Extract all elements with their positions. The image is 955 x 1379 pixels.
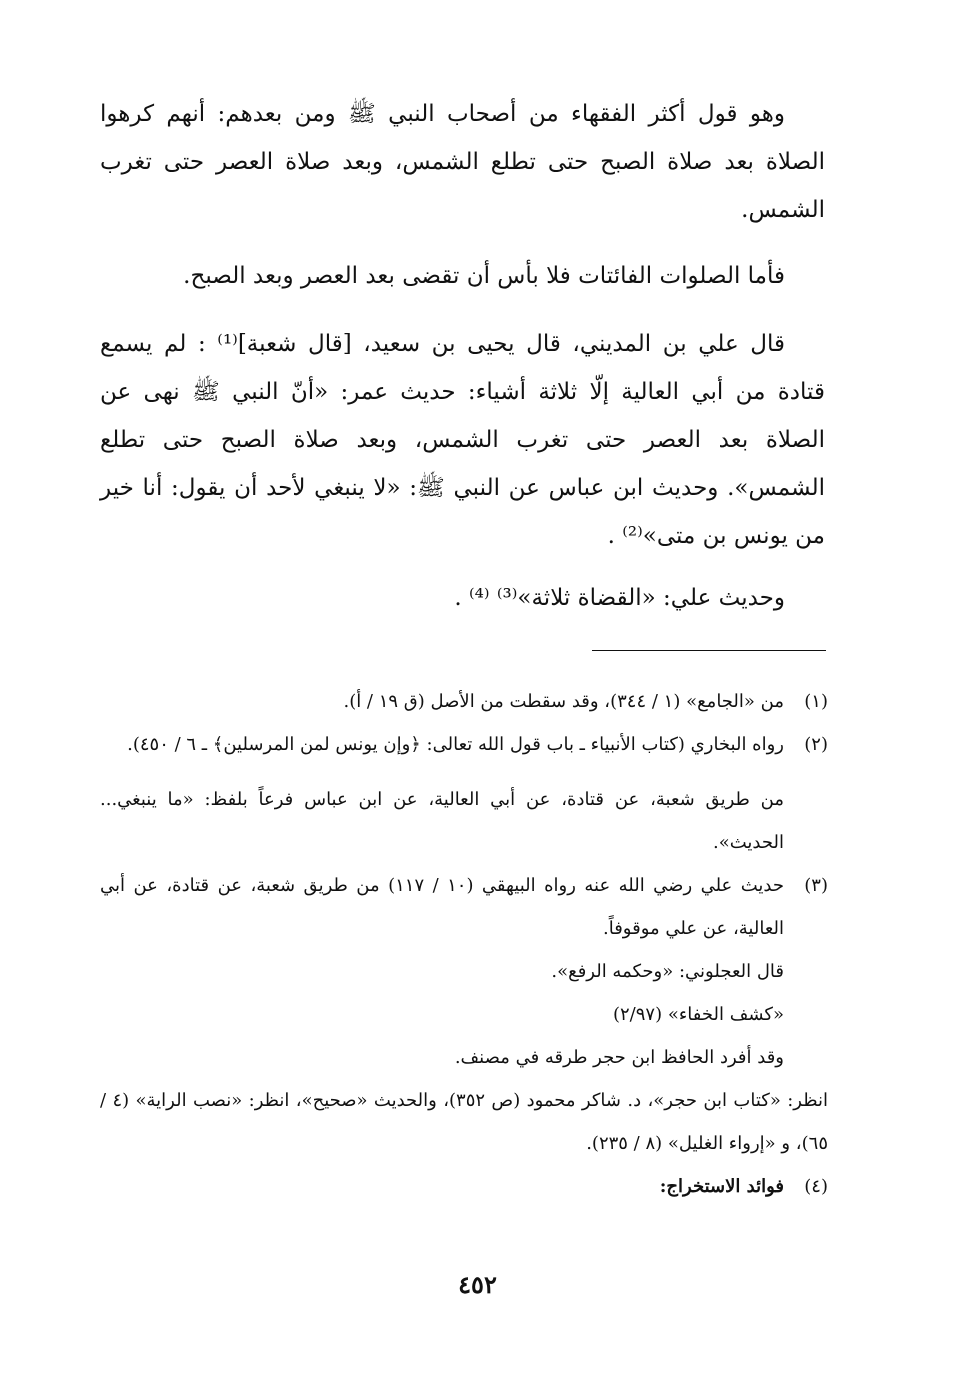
footnote-3 [100, 864, 828, 950]
footnote-text: من «الجامع» (١ / ٣٤٤)، وقد سقطت من الأصل (ق ١٩ / أ). [343, 691, 784, 712]
footnote-separator [592, 650, 826, 651]
page-number: ٤٥٢ [458, 1270, 497, 1299]
paragraph-3: قال علي بن المديني، قال يحيى بن سعيد، [قال شعبة]⁽¹⁾ : لم يسمع قتادة من أبي العالية إلّا ثلاثة أشياء: حديث عمر: «أنّ النبي ﷺ نهى عن الصلاة بعد العصر حتى تغرب الشمس، وبعد صلاة الصبح حتى تطلع الشمس». وحديث ابن عباس عن النبي ﷺ: «لا ينبغي لأحد أن يقول: أنا خير من يونس بن متى»⁽²⁾ . [100, 331, 825, 549]
paragraph-2: فأما الصلوات الفائتات فلا بأس أن تقضى بعد العصر وبعد الصبح. [183, 263, 785, 289]
footnote-text: حديث علي رضي الله عنه رواه البيهقي (١٠ / ١١٧) من طريق شعبة، عن قتادة، عن أبي العالية، عن علي موقوفاً. [100, 875, 785, 939]
footnote-2-continuation: من طريق شعبة، عن قتادة، عن أبي العالية، عن ابن عباس فرعاً بلفظ: «ما ينبغي... الحديث». [100, 789, 784, 853]
footnote-text: رواه البخاري (كتاب الأنبياء ـ باب قول الله تعالى: ﴿وإن يونس لمن المرسلين﴾ ـ ٦ / ٤٥٠). [127, 734, 784, 755]
footnote-number: (٣) [804, 875, 828, 896]
footnotes [100, 680, 828, 1208]
footnote-3-line: قال العجلوني: «وحكمه الرفع». [551, 961, 784, 982]
footnote-4 [100, 1165, 828, 1208]
paragraph-4: وحديث علي: «القضاة ثلاثة»⁽³⁾ ⁽⁴⁾ . [454, 585, 785, 611]
footnote-2 [100, 723, 828, 766]
footnote-3-line: «كشف الخفاء» (٢/٩٧) [612, 1004, 784, 1025]
main-text [100, 90, 825, 622]
footnote-text: فوائد الاستخراج: [659, 1176, 784, 1197]
footnote-number: (٢) [804, 734, 828, 755]
paragraph-1: وهو قول أكثر الفقهاء من أصحاب النبي ﷺ ومن بعدهم: أنهم كرهوا الصلاة بعد صلاة الصبح حتى تطلع الشمس، وبعد صلاة العصر حتى تغرب الشمس. [100, 101, 825, 223]
footnote-1 [100, 680, 828, 723]
footnote-3-line: انظر: «كتاب ابن حجر»، د. شاكر محمود (ص ٣٥٢)، والحديث «صحيح»، انظر: «نصب الراية» (٤ / ٦٥)، و «إرواء الغليل» (٨ / ٢٣٥). [100, 1090, 828, 1154]
footnote-number: (١) [804, 691, 828, 712]
footnote-3-line: وقد أفرد الحافظ ابن حجر طرقه في مصنف. [454, 1047, 784, 1068]
footnote-number: (٤) [804, 1176, 828, 1197]
